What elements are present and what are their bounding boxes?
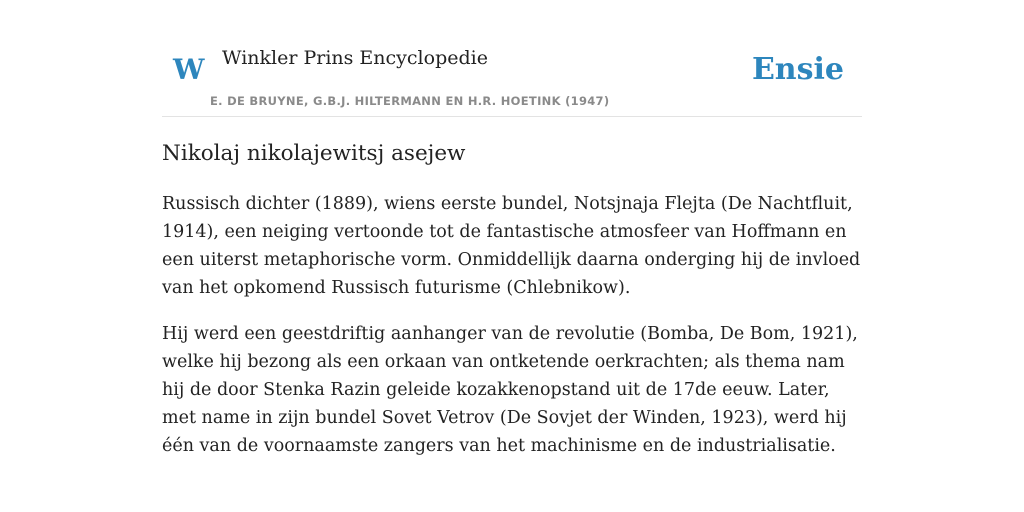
winkler-prins-logo: W (173, 53, 205, 86)
publication-authors: E. DE BRUYNE, G.B.J. HILTERMANN EN H.R. HOETINK (1947) (210, 94, 610, 108)
article (162, 138, 862, 478)
ensie-logo-link[interactable]: Ensie (751, 52, 844, 87)
publication-title: Winkler Prins Encyclopedie (222, 47, 488, 69)
publication-header (162, 40, 862, 117)
article-paragraph: Russisch dichter (1889), wiens eerste bundel, Notsjnaja Flejta (De Nachtfluit, 1914), een neiging vertoonde tot de fantastische atmosfeer van Hoffmann en een uiterst metaphorische vorm. Onmiddellijk daarna onderging hij de invloed van het opkomend Russisch futurisme (Chlebnikow). (162, 194, 861, 298)
article-title: Nikolaj nikolajewitsj asejew (162, 141, 466, 166)
article-paragraph: Hij werd een geestdriftig aanhanger van de revolutie (Bomba, De Bom, 1921), welke hij bezong als een orkaan van ontketende oerkrachten; als thema nam hij de door Stenka Razin geleide kozakkenopstand uit de 17de eeuw. Later, met name in zijn bundel Sovet Vetrov (De Sovjet der Winden, 1923), werd hij één van de voornaamste zangers van het machinisme en de industrialisatie. (162, 324, 858, 456)
